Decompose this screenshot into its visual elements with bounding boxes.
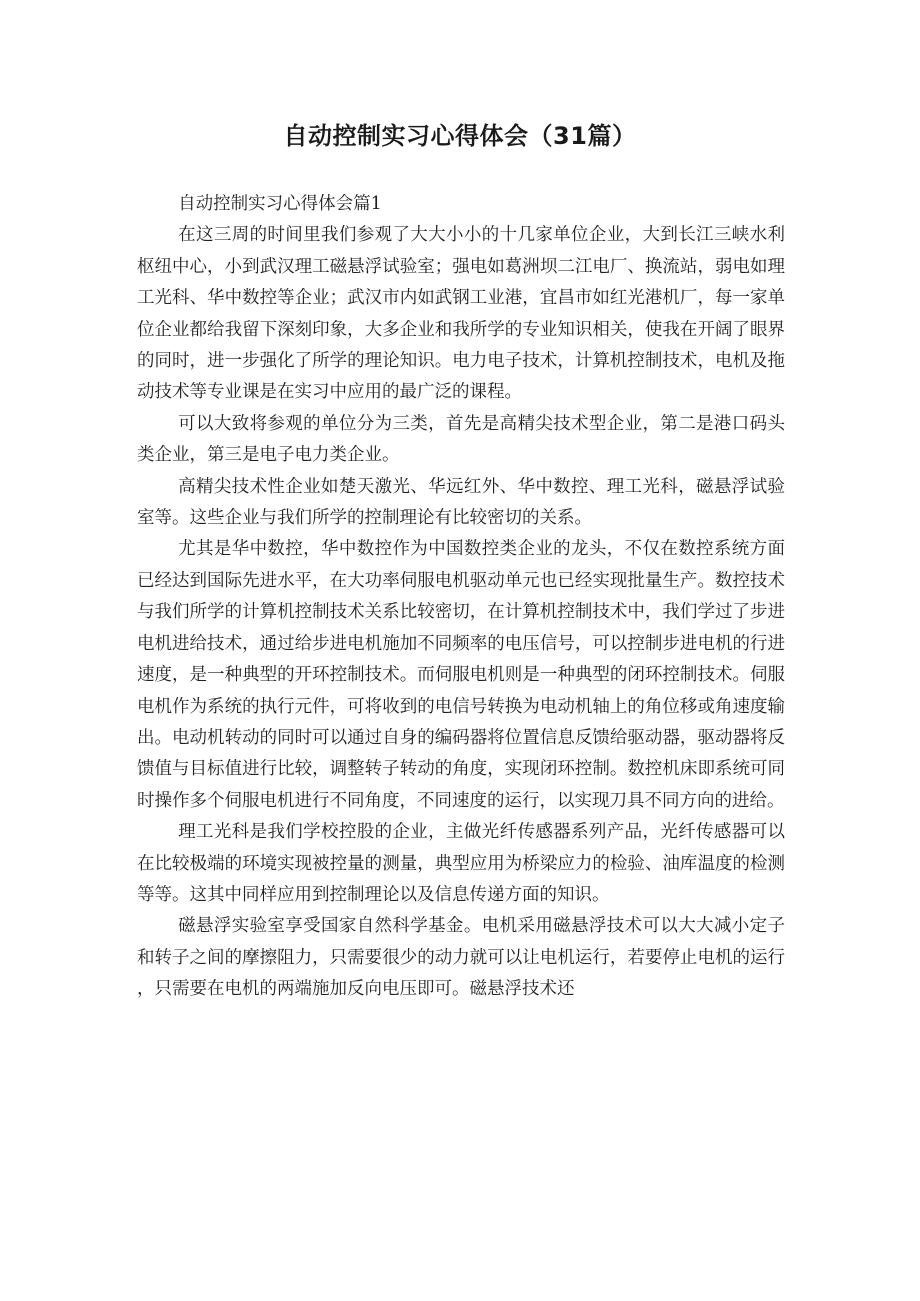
- body-paragraph: 尤其是华中数控，华中数控作为中国数控类企业的龙头，不仅在数控系统方面已经达到国际先进水平，在大功率伺服电机驱动单元也已经实现批量生产。数控技术与我们所学的计算机控制技术关系比较密切，在计算机控制技术中，我们学过了步进电机进给技术，通过给步进电机施加不同频率的电压信号，可以控制步进电机的行进速度，是一种典型的开环控制技术。而伺服电机则是一种典型的闭环控制技术。伺服电机作为系统的执行元件，可将收到的电信号转换为电动机轴上的角位移或角速度输出。电动机转动的同时可以通过自身的编码器将位置信息反馈给驱动器，驱动器将反馈值与目标值进行比较，调整转子转动的角度，实现闭环控制。数控机床即系统可同时操作多个伺服电机进行不同角度，不同速度的运行，以实现刀具不同方向的进给。: [137, 539, 785, 811]
- body-paragraph: 可以大致将参观的单位分为三类，首先是高精尖技术型企业，第二是港口码头类企业，第三是电子电力类企业。: [137, 413, 785, 466]
- document-body: [137, 189, 785, 1006]
- document-title: 自动控制实习心得体会（31篇）: [283, 122, 637, 150]
- section-heading: 自动控制实习心得体会篇1: [178, 194, 382, 214]
- body-paragraph: 在这三周的时间里我们参观了大大小小的十几家单位企业，大到长江三峡水利枢纽中心，小到武汉理工磁悬浮试验室；强电如葛洲坝二江电厂、换流站，弱电如理工光科、华中数控等企业；武汉市内如武钢工业港，宜昌市如红光港机厂，每一家单位企业都给我留下深刻印象，大多企业和我所学的专业知识相关，使我在开阔了眼界的同时，进一步强化了所学的理论知识。电力电子技术，计算机控制技术，电机及拖动技术等专业课是在实习中应用的最广泛的课程。: [137, 225, 785, 403]
- body-paragraph: 理工光科是我们学校控股的企业，主做光纤传感器系列产品，光纤传感器可以在比较极端的环境实现被控量的测量，典型应用为桥梁应力的检验、油库温度的检测等等。这其中同样应用到控制理论以及信息传递方面的知识。: [137, 822, 785, 905]
- body-paragraph: 高精尖技术性企业如楚天激光、华远红外、华中数控、理工光科，磁悬浮试验室等。这些企业与我们所学的控制理论有比较密切的关系。: [137, 476, 785, 529]
- body-paragraph: 磁悬浮实验室享受国家自然科学基金。电机采用磁悬浮技术可以大大减小定子和转子之间的摩擦阻力，只需要很少的动力就可以让电机运行，若要停止电机的运行，只需要在电机的两端施加反向电压即可。磁悬浮技术还: [137, 916, 785, 1000]
